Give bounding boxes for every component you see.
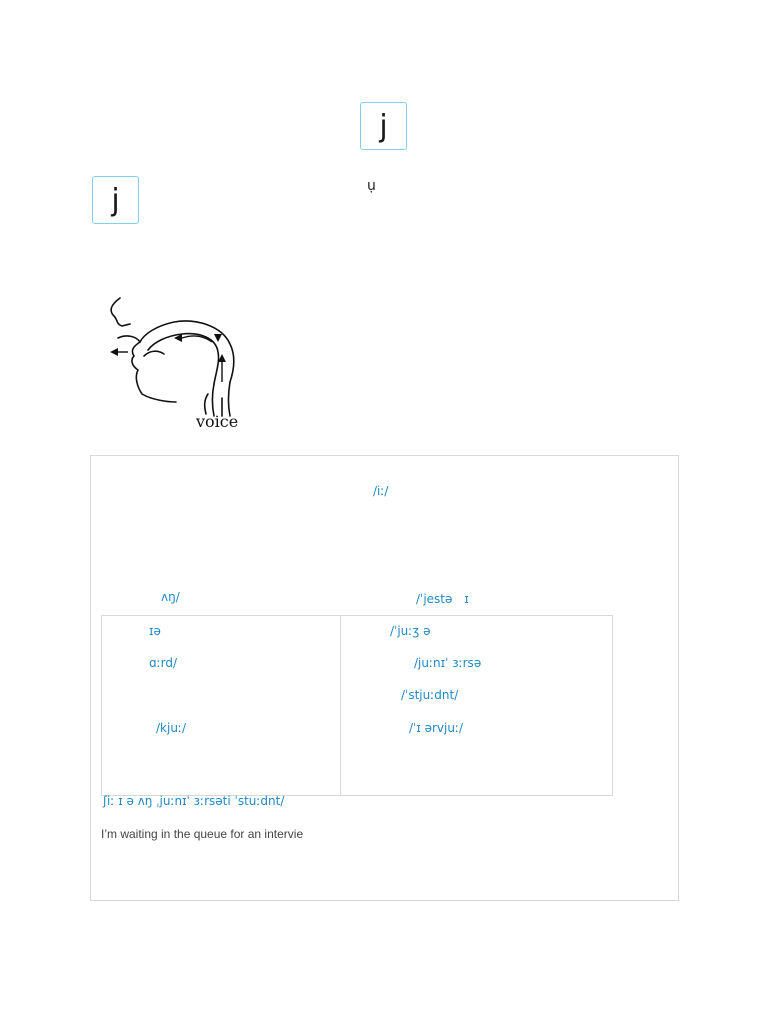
example-word-table [101,615,613,796]
sentence-english: I’m waiting in the queue for an intervie [101,827,304,841]
phoneme-symbol: j [379,108,388,144]
table-cell: /ˈstjuːdnt/ [401,688,459,702]
phoneme-symbol-secondary: j [111,182,120,218]
table-cell: /ˈɪ ərvjuː/ [409,721,464,735]
table-cell: ɑːrd/ [149,656,178,670]
table-cell: ɪə [149,624,161,638]
example-card [90,455,679,901]
articulation-diagram [104,294,244,430]
diagram-caption: voice [196,412,239,431]
phoneme-symbol-box-secondary [92,176,139,224]
sentence-phonetic: ʃiː ɪ ə ʌŋ ˌjuːnɪˈ ɜːrsəti ˈstuːdnt/ [103,794,285,808]
phonetic-left: ʌŋ/ [161,590,180,604]
table-cell: /kjuː/ [156,721,187,735]
table-cell: /juːnɪˈ ɜːrsə [414,656,482,670]
phonetic-mark: ụ [367,178,376,194]
table-cell: /ˈjuːʒ ə [390,624,431,638]
phonetic-center: /iː/ [373,484,389,498]
table-divider [340,616,341,795]
phoneme-symbol-box [360,102,407,150]
phonetic-right: /ˈjestə ɪ [416,592,469,606]
